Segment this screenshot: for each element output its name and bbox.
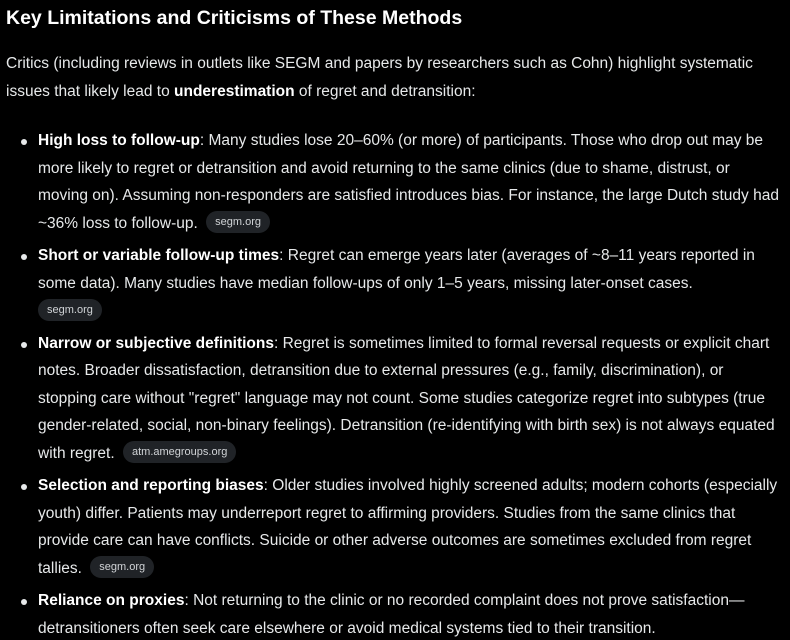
bullet-icon [21,139,27,145]
item-title: Short or variable follow-up times [38,247,280,264]
item-body: : Older studies involved highly screened adults; modern cohorts (especially youth) differ. Patients may underreport regret to affirming providers. Studies from the same clinics that provide care can have conflicts. Suicide or other adverse outcomes are sometimes excluded from regret tallies. [38,477,778,577]
list-item-short-follow-up [6,242,784,325]
intro-emphasis: underestimation [174,82,295,100]
list-item-reliance-on-proxies [6,587,784,640]
citation-link[interactable]: atm.amegroups.org [123,441,236,463]
intro-text-before: Critics (including reviews in outlets like SEGM and papers by researchers such as Cohn) highlight systematic issues that likely lead to [6,55,753,100]
section-heading: Key Limitations and Criticisms of These Methods [6,7,463,29]
item-title: Reliance on proxies [38,592,185,609]
bullet-icon [21,342,27,348]
item-title: High loss to follow-up [38,132,200,149]
item-body: : Regret is sometimes limited to formal reversal requests or explicit chart notes. Broader dissatisfaction, detransition due to external pressures (e.g., family, discrimination), or stopping care without "regret" language may not count. Some studies categorize regret into subtypes (true gender-related, social, non-binary feelings). Detransition (re-identifying with birth sex) is not always equated with regret. [38,334,775,462]
citation-link[interactable]: segm.org [38,299,102,321]
limitations-list [6,127,784,640]
intro-paragraph [6,50,784,105]
list-item-narrow-definitions [6,330,784,468]
item-title: Narrow or subjective definitions [38,334,274,352]
list-item-high-loss [6,127,784,237]
item-title: Selection and reporting biases [38,477,264,494]
item-body: : Not returning to the clinic or no recorded complaint does not prove satisfaction—detransitioners often seek care elsewhere or avoid medical systems tied to their transition. [38,592,745,637]
intro-text-after: of regret and detransition: [294,82,476,100]
list-item-selection-biases [6,472,784,582]
item-body: : Regret can emerge years later (averages of ~8–11 years reported in some data). Many studies have median follow-ups of only 1–5 years, missing later-onset cases. [38,247,755,292]
bullet-icon [21,599,27,605]
citation-link[interactable]: segm.org [206,211,270,233]
citation-link[interactable]: segm.org [90,556,154,578]
item-body: : Many studies lose 20–60% (or more) of participants. Those who drop out may be more likely to regret or detransition and avoid returning to the same clinics (due to shame, distrust, or moving on). Assuming non-responders are satisfied introduces bias. For instance, the large Dutch study had ~36% loss to follow-up. [38,132,779,232]
bullet-icon [21,484,27,490]
bullet-icon [21,254,27,260]
